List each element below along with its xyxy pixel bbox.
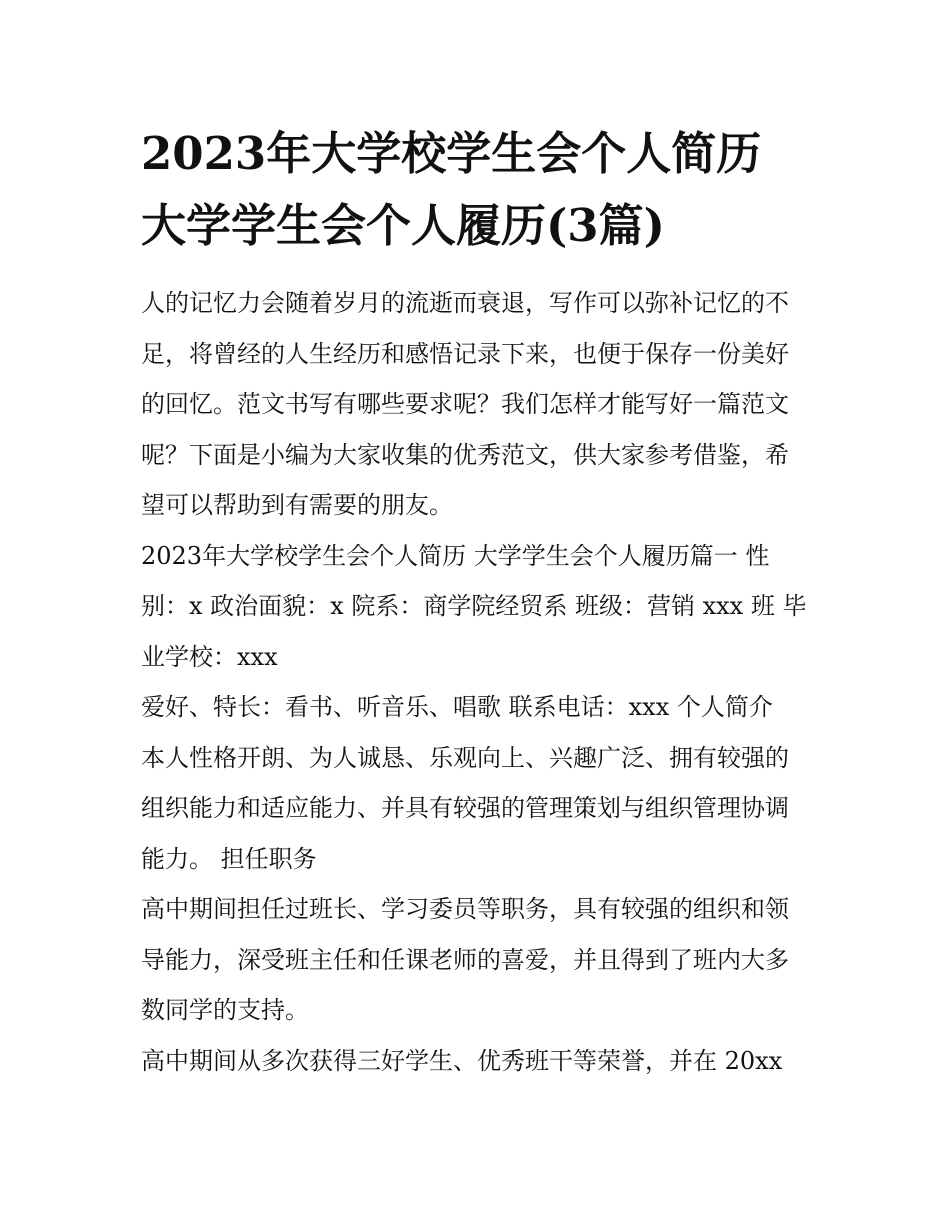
text-line: 望可以帮助到有需要的朋友。 xyxy=(141,491,453,519)
title-line-2: 大学学生会个人履历(3篇) xyxy=(141,199,665,252)
text-line: 导能力，深受班主任和任课老师的喜爱，并且得到了班内大多 xyxy=(141,945,789,974)
intro-paragraph xyxy=(141,278,821,531)
document-body xyxy=(141,278,821,1086)
text-line: 能力。 担任职务 xyxy=(141,844,317,873)
text-line: 呢？下面是小编为大家收集的优秀范文，供大家参考借鉴，希 xyxy=(141,440,789,469)
text-line: 组织能力和适应能力、并具有较强的管理策划与组织管理协调 xyxy=(141,794,789,822)
text-line: 的回忆。范文书写有哪些要求呢？我们怎样才能写好一篇范文 xyxy=(141,390,789,418)
text-line: 爱好、特长：看书、听音乐、唱歌 联系电话：xxx 个人简介 xyxy=(141,693,773,721)
honors-paragraph xyxy=(141,1036,821,1087)
text-line: 2023年大学校学生会个人简历 大学学生会个人履历篇一 性 xyxy=(141,541,770,570)
positions-paragraph xyxy=(141,884,821,1036)
title-line-1: 2023年大学校学生会个人简历 xyxy=(141,127,762,180)
text-line: 业学校：xxx xyxy=(141,642,278,671)
text-line: 高中期间从多次获得三好学生、优秀班干等荣誉，并在 20xx xyxy=(141,1046,783,1075)
text-line: 人的记忆力会随着岁月的流逝而衰退，写作可以弥补记忆的不 xyxy=(141,289,789,317)
text-line: 别：x 政治面貌：x 院系：商学院经贸系 班级：营销 xxx 班 毕 xyxy=(141,592,807,620)
document-title xyxy=(141,118,841,262)
text-line: 足，将曾经的人生经历和感悟记录下来，也便于保存一份美好 xyxy=(141,339,789,368)
resume-basic-info-paragraph xyxy=(141,531,821,683)
text-line: 高中期间担任过班长、学习委员等职务，具有较强的组织和领 xyxy=(141,895,789,923)
hobbies-and-profile-paragraph xyxy=(141,682,821,884)
text-line: 本人性格开朗、为人诚恳、乐观向上、兴趣广泛、拥有较强的 xyxy=(141,743,789,772)
text-line: 数同学的支持。 xyxy=(141,996,309,1024)
